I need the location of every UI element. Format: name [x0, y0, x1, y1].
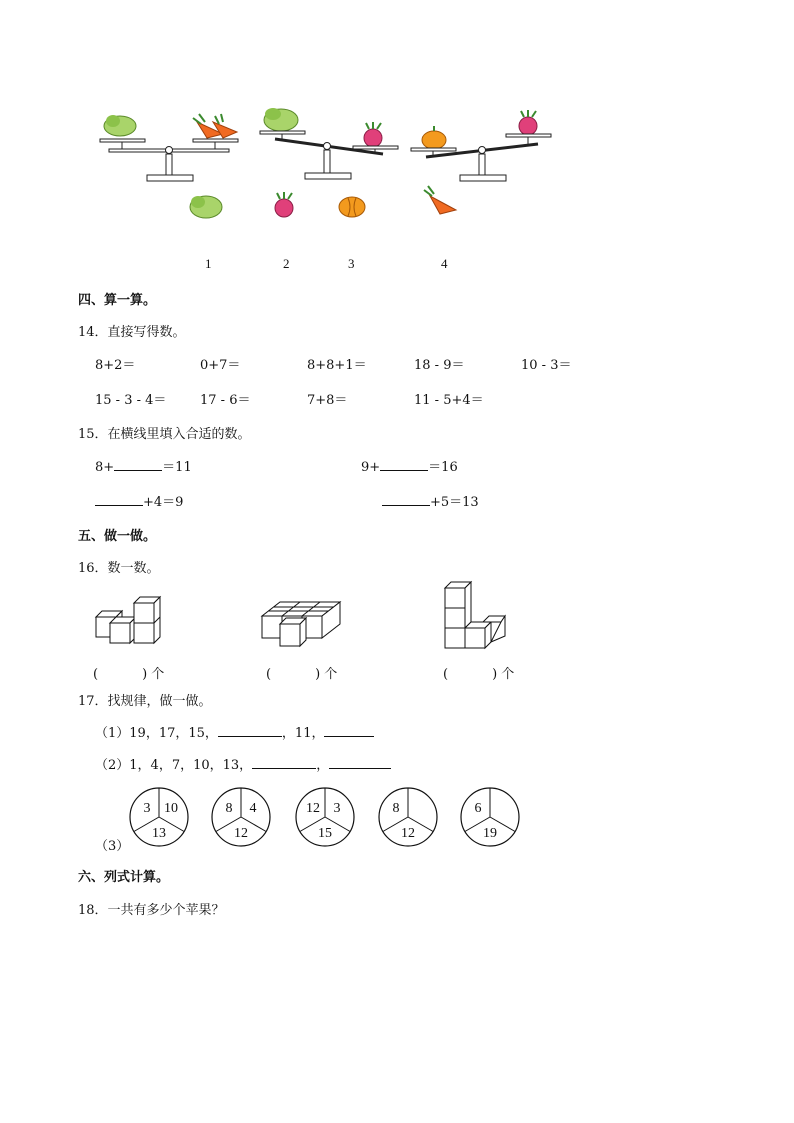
q17-part1-label: （1） [95, 726, 130, 741]
unit-label: 个 [151, 667, 165, 682]
circle-top-left-number: 8 [392, 801, 400, 816]
circle-top-left-number: 8 [225, 801, 233, 816]
q15-a-suffix: ＝11 [162, 460, 192, 475]
number-circle [379, 788, 437, 846]
q14-item: 18 - 9＝ [414, 358, 465, 373]
q17-part-1 [95, 722, 374, 741]
circle-top-left-number: 3 [143, 801, 151, 816]
q14-item: 8+2＝ [95, 358, 136, 373]
pumpkin-icon [335, 192, 369, 220]
q14-title: 14．直接写得数。 [78, 325, 186, 340]
number-circle [461, 788, 519, 846]
circle-bottom-number: 15 [318, 826, 332, 841]
carrot-icon [193, 114, 237, 138]
q16-answer-3 [443, 663, 514, 682]
q15-b-prefix: 9+ [361, 460, 381, 475]
radish-icon [364, 122, 382, 147]
q14-item: 10 - 3＝ [521, 358, 572, 373]
q15-item-a [95, 456, 192, 475]
q15-a-blank[interactable] [114, 469, 162, 471]
q17-title: 17．找规律，做一做。 [78, 694, 212, 709]
scale-answer-1: 1 [205, 256, 212, 271]
paren-close: ) [315, 667, 321, 682]
q16-blank-3[interactable] [448, 677, 492, 678]
number-circle [130, 788, 188, 846]
q16-title: 16．数一数。 [78, 561, 160, 576]
q16-answer-1 [93, 663, 164, 682]
balance-scale-2 [255, 100, 415, 180]
q17-part1-blank-1[interactable] [218, 735, 282, 737]
q14-item: 17 - 6＝ [200, 393, 251, 408]
q15-c-suffix: +4＝9 [143, 495, 184, 510]
circle-bottom-number: 12 [401, 826, 415, 841]
circle-top-right-number: 10 [164, 801, 178, 816]
q15-item-c [95, 491, 183, 510]
radish-icon [268, 190, 298, 220]
q15-c-blank[interactable] [95, 504, 143, 506]
q15-a-prefix: 8+ [95, 460, 115, 475]
cube-figure-1 [94, 593, 174, 653]
number-circle [212, 788, 270, 846]
q16-answer-2 [266, 663, 337, 682]
circle-top-right-number: 3 [333, 801, 341, 816]
paren-close: ) [142, 667, 148, 682]
cube-figure-3 [443, 580, 513, 655]
circle-top-left-number: 12 [306, 801, 320, 816]
q14-item: 15 - 3 - 4＝ [95, 393, 167, 408]
q17-part-2 [95, 754, 391, 773]
q16-blank-2[interactable] [271, 677, 315, 678]
circle-bottom-number: 19 [483, 826, 497, 841]
q14-item: 11 - 5+4＝ [414, 393, 484, 408]
q17-part1-blank-2[interactable] [324, 735, 374, 737]
number-circle [296, 788, 354, 846]
q17-part1-seq: 19，17，15， [129, 726, 218, 741]
radish-icon [519, 110, 537, 135]
scale-answer-3: 3 [348, 256, 355, 271]
paren-open: ( [443, 667, 449, 682]
circle-bottom-number: 12 [234, 826, 248, 841]
q15-item-d [382, 491, 479, 510]
q16-blank-1[interactable] [98, 677, 142, 678]
section-6-heading: 六、列式计算。 [78, 870, 170, 885]
number-circles [128, 784, 548, 854]
paren-open: ( [93, 667, 99, 682]
circle-bottom-number: 13 [152, 826, 166, 841]
carrot-icon [420, 186, 460, 216]
cabbage-icon [186, 192, 226, 222]
q15-title: 15．在横线里填入合适的数。 [78, 427, 251, 442]
q15-b-suffix: ＝16 [428, 460, 458, 475]
balance-scale-3 [408, 112, 568, 192]
q17-part2-label: （2） [95, 758, 130, 773]
q14-item: 7+8＝ [307, 393, 348, 408]
scale-answer-4: 4 [441, 256, 448, 271]
q15-item-b [361, 456, 458, 475]
paren-open: ( [266, 667, 272, 682]
q15-d-blank[interactable] [382, 504, 430, 506]
q18-title: 18．一共有多少个苹果？ [78, 903, 225, 918]
q17-part3-label: （3） [95, 839, 130, 854]
q17-part1-mid: ，11， [281, 726, 325, 741]
scale-answer-2: 2 [283, 256, 290, 271]
pumpkin-icon [422, 126, 446, 149]
circle-top-left-number: 6 [474, 801, 482, 816]
q17-part2-mid: ， [316, 758, 330, 773]
q17-part2-blank-2[interactable] [329, 767, 391, 769]
section-4-heading: 四、算一算。 [78, 293, 157, 308]
unit-label: 个 [324, 667, 338, 682]
q15-b-blank[interactable] [380, 469, 428, 471]
q14-item: 0+7＝ [200, 358, 241, 373]
balance-scale-1 [95, 108, 255, 188]
q17-part2-blank-1[interactable] [252, 767, 316, 769]
section-5-heading: 五、做一做。 [78, 529, 157, 544]
paren-close: ) [492, 667, 498, 682]
q15-d-suffix: +5＝13 [430, 495, 479, 510]
unit-label: 个 [501, 667, 515, 682]
circle-top-right-number: 4 [249, 801, 257, 816]
q17-part2-seq: 1，4，7，10，13， [129, 758, 253, 773]
q14-item: 8+8+1＝ [307, 358, 367, 373]
cube-figure-2 [260, 600, 350, 650]
